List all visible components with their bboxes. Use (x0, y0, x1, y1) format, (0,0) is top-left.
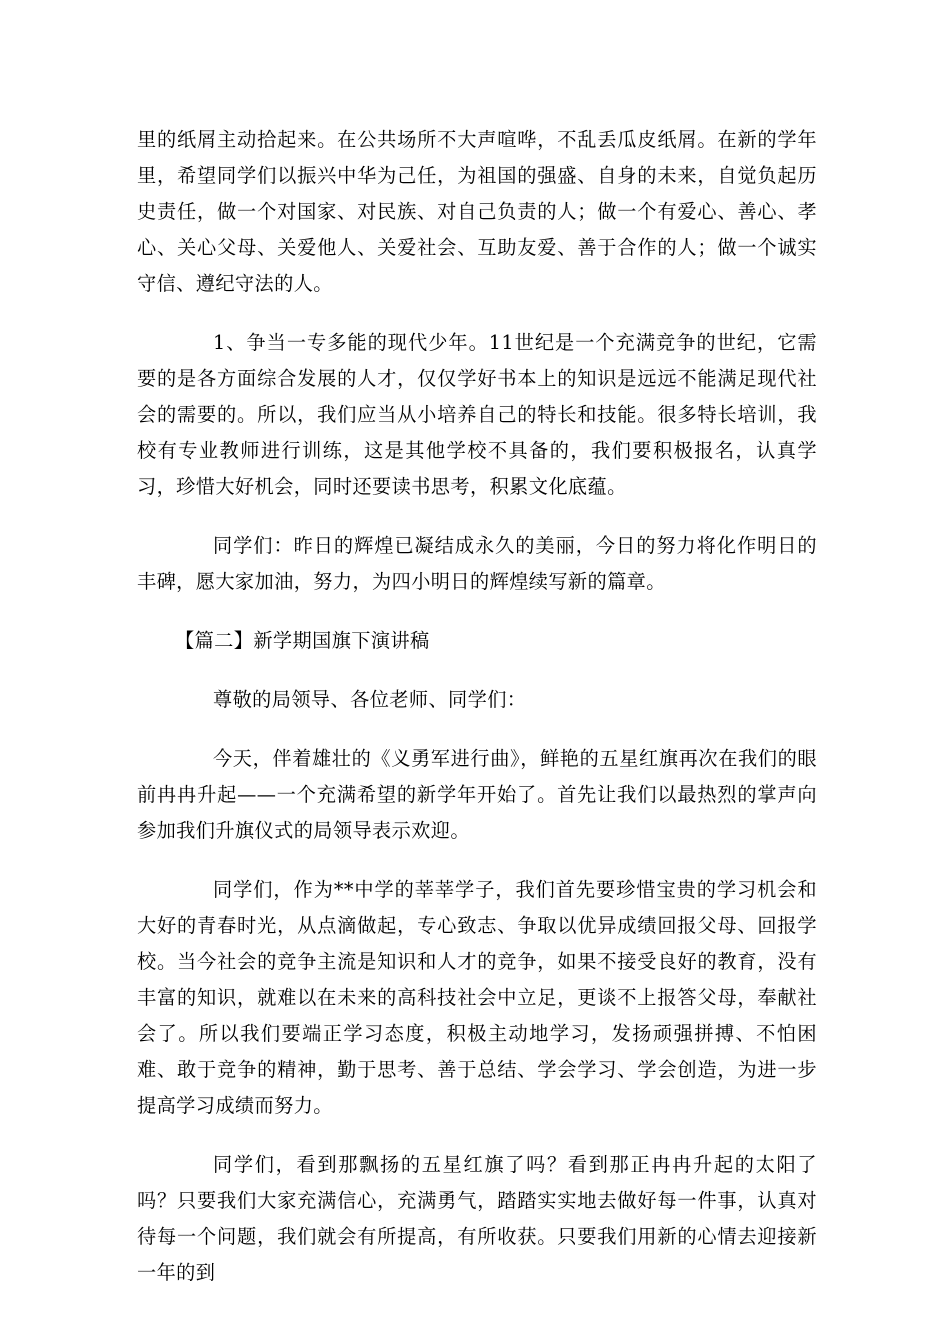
document-page (137, 122, 817, 1291)
paragraph-point-one: 1、争当一专多能的现代少年。11世纪是一个充满竞争的世纪，它需要的是各方面综合发展的人才，仅仅学好书本上的知识是远远不能满足现代社会的需要的。所以，我们应当从小培养自己的特长和技能。很多特长培训，我校有专业教师进行训练，这是其他学校不具备的，我们要积极报名，认真学习，珍惜大好机会，同时还要读书思考，积累文化底蕴。 (137, 331, 817, 498)
paragraph-opening: 今天，伴着雄壮的《义勇军进行曲》，鲜艳的五星红旗再次在我们的眼前冉冉升起——一个充满希望的新学年开始了。首先让我们以最热烈的掌声向参加我们升旗仪式的局领导表示欢迎。 (137, 747, 817, 842)
paragraph-study: 同学们，作为**中学的莘莘学子，我们首先要珍惜宝贵的学习机会和大好的青春时光，从点滴做起，专心致志、争取以优异成绩回报父母、回报学校。当今社会的竞争主流是知识和人才的竞争，如果不接受良好的教育，没有丰富的知识，就难以在未来的高科技社会中立足，更谈不上报答父母，奉献社会了。所以我们要端正学习态度，积极主动地学习，发扬顽强拼搏、不怕困难、敢于竞争的精神，勤于思考、善于总结、学会学习、学会创造，为进一步提高学习成绩而努力。 (137, 878, 817, 1117)
paragraph-closing: 同学们：昨日的辉煌已凝结成永久的美丽，今日的努力将化作明日的丰碑，愿大家加油，努力，为四小明日的辉煌续写新的篇章。 (137, 534, 817, 593)
section-heading: 【篇二】新学期国旗下演讲稿 (175, 629, 430, 652)
paragraph-continuation: 里的纸屑主动拾起来。在公共场所不大声喧哗，不乱丢瓜皮纸屑。在新的学年里，希望同学们以振兴中华为己任，为祖国的强盛、自身的未来，自觉负起历史责任，做一个对国家、对民族、对自己负责的人；做一个有爱心、善心、孝心、关心父母、关爱他人、关爱社会、互助友爱、善于合作的人；做一个诚实守信、遵纪守法的人。 (137, 128, 817, 295)
paragraph-confidence: 同学们，看到那飘扬的五星红旗了吗？看到那正冉冉升起的太阳了吗？只要我们大家充满信心，充满勇气，踏踏实实地去做好每一件事，认真对待每一个问题，我们就会有所提高，有所收获。只要我们用新的心情去迎接新一年的到 (137, 1153, 817, 1284)
paragraph-salutation: 尊敬的局领导、各位老师、同学们： (213, 688, 527, 711)
